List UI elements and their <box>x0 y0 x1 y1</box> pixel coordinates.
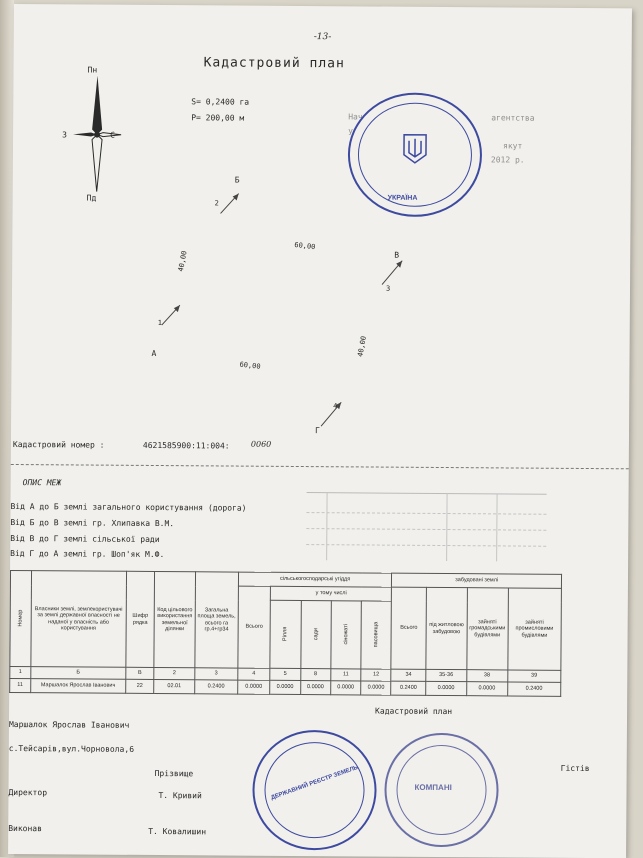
data-cell: Маршалок Ярослав Іванович <box>31 679 126 694</box>
header-fragment-3: якут <box>502 141 523 151</box>
side-length-bc: 60,00 <box>293 240 316 252</box>
index-cell: 3 <box>195 668 238 680</box>
data-cell: 22 <box>126 679 154 693</box>
stamp-bottom-left-text: ДЕРЖАВНИЙ РЕЄСТР ЗЕМЕЛЬ <box>270 764 359 802</box>
boundary-item-1: Від А до Б землі загального користування (дорога) <box>10 501 247 513</box>
th-use-code: Код цільового використання земельної ділянки <box>154 571 195 667</box>
th-industrial: зайняті промисловими будівлями <box>507 588 561 670</box>
plot-drawing <box>121 155 443 457</box>
executor-label: Виконав <box>8 823 42 834</box>
page-title: Кадастровий план <box>203 55 345 72</box>
stamp-bottom-right-text: КОМПАНІ <box>414 782 452 793</box>
side-length-cd: 40,00 <box>356 335 368 358</box>
data-cell: 0.2400 <box>391 681 426 695</box>
th-arable: Рілля <box>282 627 289 642</box>
th-total-area: Загальна площа земель, всього га гр.4+гр34 <box>195 572 239 668</box>
footer-right-fragment: Гістів <box>560 763 590 774</box>
header-fragment-1-tail: агентства <box>491 113 535 123</box>
side-length-ab: 40,00 <box>176 250 189 273</box>
director-label: Директор <box>8 787 48 798</box>
index-cell: 39 <box>507 670 560 682</box>
compass-west: З <box>62 130 67 140</box>
data-cell: 0.0000 <box>426 681 467 695</box>
index-cell: 34 <box>391 669 426 681</box>
boundary-item-2: Від Б до В землі гр. Хлипавка В.М. <box>10 517 175 529</box>
data-cell: 0.2400 <box>507 682 561 696</box>
th-agri-group: сільськогосподарські угіддя <box>238 572 392 587</box>
faint-coordinates-table <box>306 482 547 564</box>
owner-address: с.Тейсарів,вул.Чорновола,6 <box>8 743 135 754</box>
surname-label: Прізвище <box>154 769 194 779</box>
index-cell: 5 <box>270 668 300 680</box>
th-hay: сіножаті <box>342 624 350 646</box>
data-cell: 0.0000 <box>331 681 361 695</box>
data-cell: 0.0000 <box>361 681 391 695</box>
data-cell: 0.0000 <box>466 682 507 696</box>
director-name: Т. Кривий <box>158 791 202 801</box>
th-pasture: пасовища <box>373 622 380 648</box>
th-built-all: Всього <box>391 587 426 669</box>
th-code: Шифр рядка <box>126 571 155 667</box>
executor-name: Т. Ковалишин <box>148 826 207 837</box>
th-number: Номер <box>17 610 24 628</box>
point-b: Б <box>234 175 240 185</box>
cadastral-number: 4621585900:11:004: <box>142 440 230 451</box>
th-garden: сади <box>312 628 319 641</box>
point-c: В <box>394 250 400 260</box>
compass-north: Пн <box>87 65 98 75</box>
index-cell: 1 <box>10 666 31 678</box>
perimeter-value: P= 200,00 м <box>191 113 245 123</box>
index-cell: 38 <box>466 670 507 682</box>
area-value: S= 0,2400 га <box>191 97 250 107</box>
index-cell: 11 <box>331 669 361 681</box>
document-sheet <box>8 4 632 858</box>
stamp-top-text: УКРАЇНА <box>387 194 418 202</box>
boundary-heading: ОПИС МЕЖ <box>22 478 62 488</box>
boundary-item-3: Від В до Г землі сільської ради <box>10 533 160 545</box>
cadastral-label: Кадастровий номер : <box>12 440 105 450</box>
th-public: зайняті громадськими будівлями <box>467 588 508 670</box>
data-cell: 0.0000 <box>270 680 300 694</box>
footer-plan-label: Кадастровий план <box>375 706 453 717</box>
point-number-4: 4 <box>333 402 338 411</box>
compass-east: С <box>110 130 115 140</box>
index-cell: 4 <box>238 668 270 680</box>
index-cell: 8 <box>300 669 330 681</box>
point-a: А <box>151 348 157 359</box>
data-cell: 0.0000 <box>300 681 330 695</box>
index-cell: 2 <box>154 667 195 679</box>
data-cell: 11 <box>10 678 31 692</box>
data-cell: 0.0000 <box>237 680 270 694</box>
compass-south: Пд <box>86 193 97 203</box>
table-row <box>10 678 561 696</box>
index-cell: Б <box>31 667 126 680</box>
header-fragment-1: Нач <box>348 112 363 122</box>
th-including: у тому числі <box>271 586 392 601</box>
th-residential: під житловою забудовою <box>426 587 467 669</box>
owner-name: Маршалок Ярослав Іванович <box>8 719 130 730</box>
header-fragment-2: у <box>348 126 353 136</box>
point-number-3: 3 <box>385 284 391 293</box>
data-cell: 02.01 <box>154 679 195 693</box>
point-number-2: 2 <box>214 199 219 208</box>
boundary-item-4: Від Г до А землі гр. Шоп'як М.Ф. <box>10 548 165 560</box>
official-stamp-bottom-right <box>384 733 499 848</box>
data-cell: 0.2400 <box>195 680 238 694</box>
official-stamp-bottom-left <box>252 730 377 851</box>
th-agri-all: Всього <box>238 586 271 668</box>
divider <box>11 464 629 469</box>
land-table <box>9 570 562 697</box>
th-built-group: забудовані землі <box>392 573 562 588</box>
header-year: 2012 р. <box>490 155 525 165</box>
cadastral-number-hand: 0060 <box>250 439 272 449</box>
index-cell: 12 <box>361 669 391 681</box>
point-number-1: 1 <box>157 319 163 328</box>
th-owner: Власники землі, землекористувачі за землі державної власності не наданої у власність або користування <box>31 571 127 668</box>
index-cell: 35-36 <box>426 669 467 681</box>
page-number: -13- <box>313 32 332 43</box>
side-length-da: 60,00 <box>239 360 261 371</box>
index-cell: В <box>126 667 154 679</box>
point-d: Г <box>314 426 320 436</box>
